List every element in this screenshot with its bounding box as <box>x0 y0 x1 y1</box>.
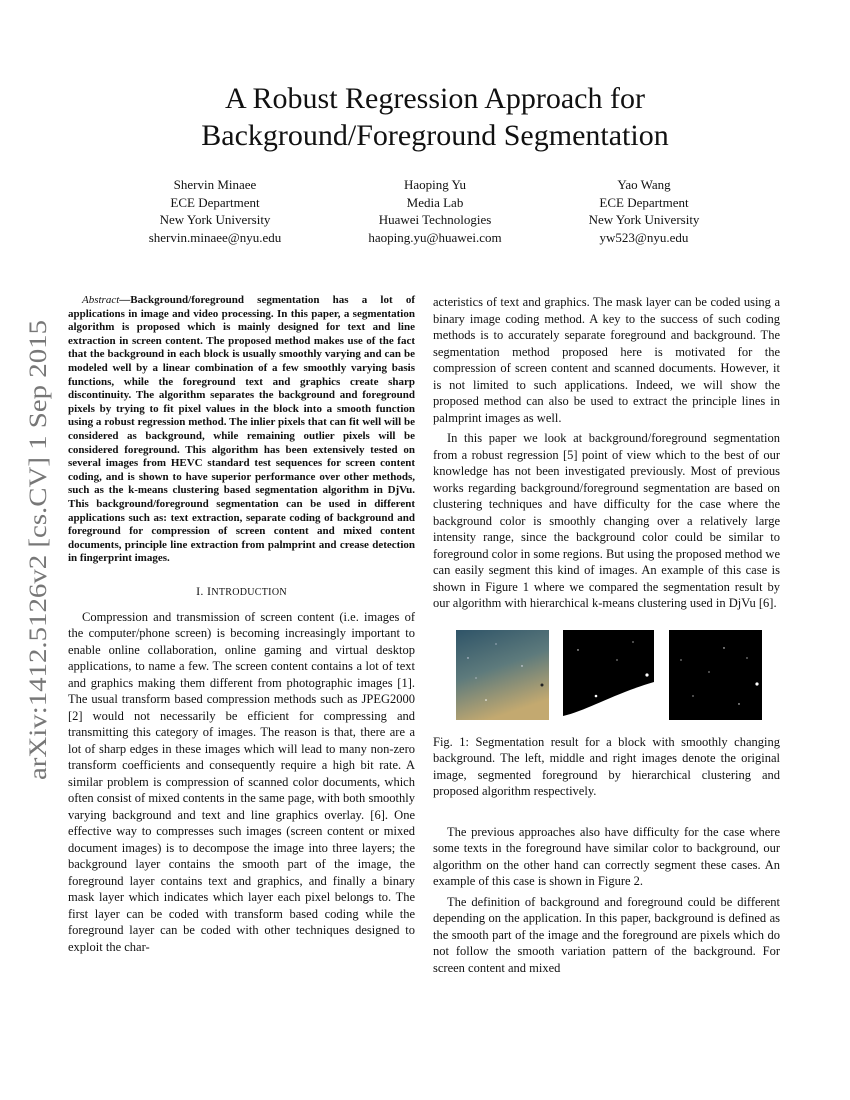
author-email[interactable]: yw523@nyu.edu <box>599 229 689 245</box>
figure-hierarchical-clustering-result <box>563 630 654 720</box>
title-line-1: A Robust Regression Approach for <box>225 82 645 115</box>
title-line-2: Background/Foreground Segmentation <box>201 119 669 152</box>
right-column <box>433 294 780 980</box>
arxiv-identifier-stamp <box>16 320 56 780</box>
arxiv-identifier-text: arXiv:1412.5126v2 [cs.CV] 1 Sep 2015 <box>25 381 52 780</box>
intro-paragraph-2: In this paper we look at background/foreground segmentation from a robust regression [5] point of view which to the best of our knowledge has not been investigated previously. Most of previous works regarding background/foreground segmentation are based on clustering techniques and have difficulty for the case where the background color is smoothly changing over a relatively large intensity range, since the background color could be similar to foreground color in some regions. But using the proposed method we can easily segment this kind of images. An example of this case is shown in Figure 1 where we compared the segmentation result by our algorithm with hierarchical k-means clustering used in DjVu [6]. <box>433 431 780 610</box>
author-block-2 <box>320 176 550 246</box>
figure-1 <box>433 630 780 722</box>
section-heading-introduction <box>68 584 415 599</box>
section-title: INTRODUCTION <box>207 583 287 598</box>
author-email[interactable]: shervin.minaee@nyu.edu <box>148 229 282 245</box>
abstract-text: —Background/foreground segmentation has a lot of applications in image and video processing. In this paper, a segmentation algorithm is proposed which is mainly designed for text and line extraction in screen content. The proposed method makes use of the fact that the background in each block is usually smoothly varying and can be modeled well by a linear combination of a few smoothly varying basis functions, while the foreground text and graphics create sharp discontinuity. The algorithm separates the background and foreground pixels by trying to fit pixel values in the block into a smooth function using a robust regression method. The inlier pixels that can fit well will be considered as background, while remaining outlier pixels will be considered foreground. This algorithm has been extensively tested on several images from HEVC standard test sequences for screen content coding, and is shown to have superior performance over other methods, such as the k-means clustering based segmentation algorithm in DjVu. This background/foreground segmentation can be used in different applications such as: text extraction, separate coding of background and foreground for compression of screen content and mixed content documents, principle line extraction from palmprint and crease detection in fingerprint images. <box>68 294 415 565</box>
author-organization: New York University <box>159 212 271 227</box>
author-name: Shervin Minaee <box>173 177 257 192</box>
abstract <box>68 294 415 566</box>
author-block-1 <box>100 176 330 246</box>
abstract-label: Abstract <box>82 294 120 306</box>
author-department: ECE Department <box>599 194 689 210</box>
figure-original-image <box>456 630 549 720</box>
author-email[interactable]: haoping.yu@huawei.com <box>368 229 502 245</box>
intro-paragraph-3: The previous approaches also have difficulty for the case where some texts in the foreground have similar color to background, our algorithm on the other hand can correctly segment these cases. An example of this case is shown in Figure 2. <box>433 824 780 888</box>
author-organization: New York University <box>588 212 700 227</box>
author-name: Haoping Yu <box>404 177 466 192</box>
intro-paragraph-1: Compression and transmission of screen content (i.e. images of the computer/phone screen) is becoming increasingly important to enable online collaboration, online gaming and virtual desktop applications, to name a few. The screen content contains a lot of text and graphics making them different from photographic images [1]. The usual transform based compression methods such as JPEG2000 [2] would not necessarily be efficient for compressing and transmitting this category of images. The reason is that, there are a lot of sharp edges in these images which will lead to many non-zero transform coefficients and consequently require a high bit rate. A similar problem is compression of scanned color documents, which often consist of mixed contents in the same page, with both smoothly varying background and text and line graphics overlay. [6]. One effective way to compresses such images (screen content or mixed document images) is to decompose the image into three layers; the background layer contains the smooth part of the image, the foreground layer contains text and graphics, and finally a binary mask layer which indicates which layer each pixel belongs to. The first layer can be coded with transform based coding while the foreground layer can be coded with other techniques designed to exploit the char- <box>68 609 415 954</box>
author-name: Yao Wang <box>617 177 671 192</box>
author-department: ECE Department <box>170 194 260 210</box>
author-organization: Huawei Technologies <box>378 212 492 227</box>
author-block-3 <box>529 176 759 246</box>
figure-1-caption: Fig. 1: Segmentation result for a block with smoothly changing background. The left, middle and right images denote the original image, segmented foreground by hierarchical clustering and proposed algorithm respectively. <box>433 734 780 798</box>
intro-paragraph-4: The definition of background and foreground could be different depending on the application. In this paper, background is defined as the smooth part of the image and the foreground are pixels which do not follow the smooth variation pattern of the background. For screen content and mixed <box>433 894 780 975</box>
intro-paragraph-1-continued: acteristics of text and graphics. The mask layer can be coded using a binary image coding method. A key to the success of such coding methods is to accurately separate foreground and background. The segmentation method proposed here is motivated for the compression of screen content and scanned documents. However, it is not limited to such applications. Indeed, we will show the proposed method can also be used to extract the principle lines in palmprint images as well. <box>433 295 780 425</box>
section-number: I. <box>196 583 204 598</box>
figure-proposed-algorithm-result <box>669 630 762 720</box>
left-column <box>68 294 415 959</box>
author-department: Media Lab <box>406 194 464 210</box>
paper-title <box>70 80 800 154</box>
